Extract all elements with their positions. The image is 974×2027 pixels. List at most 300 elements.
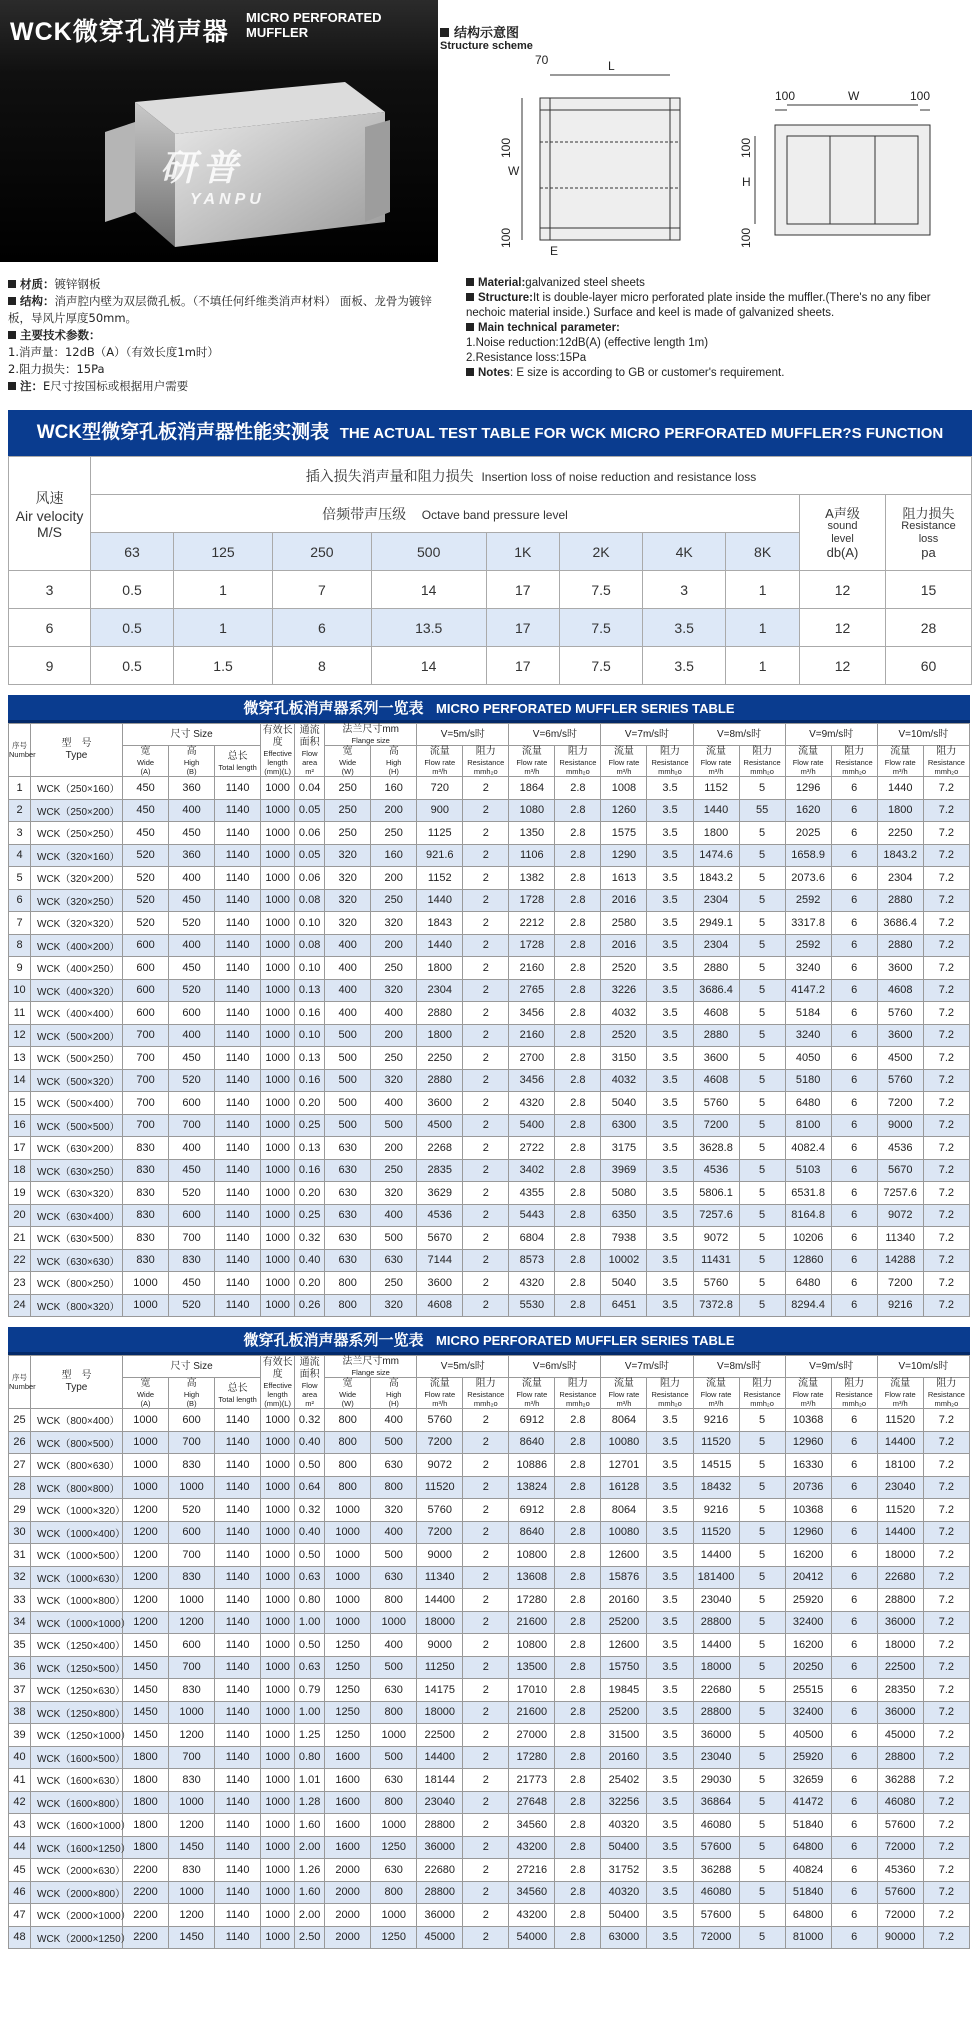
table-cell: 2 (463, 1182, 509, 1205)
table-cell: 5080 (601, 1182, 647, 1205)
table-cell: 1000 (261, 844, 295, 867)
table-cell: 630 (325, 1227, 371, 1250)
table-cell: 1658.9 (785, 844, 831, 867)
test-cell: 9 (9, 647, 91, 685)
table-cell: 320 (325, 867, 371, 890)
table-cell: 5 (739, 867, 785, 890)
table-cell: WCK（1250×1000） (31, 1724, 123, 1747)
table-cell: WCK（1600×1000） (31, 1814, 123, 1837)
table-cell: 5 (739, 1769, 785, 1792)
table-cell: WCK（500×320） (31, 1069, 123, 1092)
table-cell: 46080 (877, 1791, 923, 1814)
table-cell: 800 (371, 1881, 417, 1904)
table-cell: 0.04 (295, 777, 325, 800)
table-cell: 1000 (261, 1701, 295, 1724)
table-cell: 520 (123, 844, 169, 867)
table-cell: 7.2 (923, 1092, 969, 1115)
table-cell: 2 (463, 1926, 509, 1949)
table-cell: 2.8 (555, 1814, 601, 1837)
table-cell: 51840 (785, 1814, 831, 1837)
table-cell: 5 (739, 1294, 785, 1317)
test-cell: 1 (726, 609, 800, 647)
table-cell: 500 (371, 1227, 417, 1250)
table-cell: 3.5 (647, 1499, 693, 1522)
table-cell: 6 (831, 1521, 877, 1544)
table-cell: 2.8 (555, 1047, 601, 1070)
table-cell: 3.5 (647, 1024, 693, 1047)
table-cell: 7.2 (923, 1589, 969, 1612)
table-cell: 400 (371, 1634, 417, 1657)
table-cell: 1600 (325, 1769, 371, 1792)
table-cell: 2 (463, 1769, 509, 1792)
table-cell: WCK（1600×500） (31, 1746, 123, 1769)
table-cell: 24 (9, 1294, 31, 1317)
table-cell: WCK（630×500） (31, 1227, 123, 1250)
table-cell: 2.8 (555, 1204, 601, 1227)
table-cell: 1450 (123, 1724, 169, 1747)
table-cell: 7.2 (923, 822, 969, 845)
test-row (9, 647, 972, 685)
col-speed: V=5m/s时 (417, 1356, 509, 1378)
table-cell: 3.5 (647, 1859, 693, 1882)
table-cell: 18000 (877, 1634, 923, 1657)
table-cell: 520 (169, 1182, 215, 1205)
table-cell: 5 (739, 1002, 785, 1025)
table-cell: WCK（800×400） (31, 1409, 123, 1432)
col-speed: V=9m/s时 (785, 1356, 877, 1378)
table-cell: 2 (463, 1589, 509, 1612)
table-cell: 320 (371, 1182, 417, 1205)
air-velocity-header: 风速 Air velocity M/S (9, 457, 91, 571)
table-cell: WCK（630×320） (31, 1182, 123, 1205)
table-cell: 5 (739, 1047, 785, 1070)
table-cell: 250 (371, 1159, 417, 1182)
table-cell: 23040 (417, 1791, 463, 1814)
table-cell: 5 (739, 1656, 785, 1679)
table-cell: 830 (123, 1182, 169, 1205)
table-cell: 0.05 (295, 799, 325, 822)
table-cell: 0.40 (295, 1521, 325, 1544)
table-cell: 400 (169, 1024, 215, 1047)
table-cell: 2 (463, 1566, 509, 1589)
table-cell: 2016 (601, 889, 647, 912)
table-cell: WCK（500×200） (31, 1024, 123, 1047)
table-cell: 0.79 (295, 1679, 325, 1702)
table-cell: 2.8 (555, 1227, 601, 1250)
table-cell: 2.00 (295, 1836, 325, 1859)
band-5: 2K (560, 533, 643, 571)
table-cell: 700 (169, 1656, 215, 1679)
test-cell: 17 (486, 609, 560, 647)
table-cell: 630 (371, 1679, 417, 1702)
table-cell: 0.40 (295, 1249, 325, 1272)
table-cell: 1152 (417, 867, 463, 890)
table-cell: 1140 (215, 1249, 261, 1272)
table-cell: 7.2 (923, 1634, 969, 1657)
svg-text:70: 70 (535, 53, 549, 67)
table-cell: 1000 (261, 957, 295, 980)
table-cell: 5 (739, 1926, 785, 1949)
table-cell: 200 (371, 867, 417, 890)
table-cell: 1000 (325, 1589, 371, 1612)
table-cell: 18144 (417, 1769, 463, 1792)
table-cell: 15750 (601, 1656, 647, 1679)
table-cell: 6 (831, 1002, 877, 1025)
table-cell: 12860 (785, 1249, 831, 1272)
table-cell: 5806.1 (693, 1182, 739, 1205)
table-cell: WCK（500×500） (31, 1114, 123, 1137)
table-cell: 1140 (215, 1499, 261, 1522)
table-cell: 6 (831, 1069, 877, 1092)
table-cell: 21773 (509, 1769, 555, 1792)
table-cell: 830 (169, 1249, 215, 1272)
table-cell: 6 (831, 1814, 877, 1837)
table-cell: 700 (169, 1114, 215, 1137)
test-cell: 14 (371, 571, 486, 609)
table-cell: 2212 (509, 912, 555, 935)
table-cell: 14400 (693, 1634, 739, 1657)
table-cell: 0.32 (295, 1409, 325, 1432)
table-cell: 3.5 (647, 979, 693, 1002)
table-cell: 32256 (601, 1791, 647, 1814)
table-cell: 1200 (123, 1566, 169, 1589)
table-cell: 1800 (123, 1814, 169, 1837)
table-cell: 18000 (693, 1656, 739, 1679)
table-cell: 2592 (785, 889, 831, 912)
table-cell: 1000 (261, 1227, 295, 1250)
table-cell: 1250 (371, 1836, 417, 1859)
table-cell: 5 (739, 957, 785, 980)
table-cell: 8064 (601, 1409, 647, 1432)
table-cell: 3600 (417, 1272, 463, 1295)
table-cell: 800 (325, 1454, 371, 1477)
table-cell: 7.2 (923, 1611, 969, 1634)
table-cell: 900 (417, 799, 463, 822)
table-row (9, 1092, 970, 1115)
table-cell: 7.2 (923, 934, 969, 957)
table-cell: WCK（320×250） (31, 889, 123, 912)
table-cell: 5 (739, 1454, 785, 1477)
table-cell: 6 (831, 1859, 877, 1882)
table-cell: 2 (463, 1204, 509, 1227)
table-cell: 3.5 (647, 1836, 693, 1859)
table-cell: 1000 (261, 799, 295, 822)
table-cell: 1140 (215, 1204, 261, 1227)
table-cell: 7372.8 (693, 1294, 739, 1317)
table-cell: 830 (169, 1566, 215, 1589)
table-cell: 1000 (261, 1182, 295, 1205)
table-cell: 630 (371, 1769, 417, 1792)
table-cell: 1140 (215, 1521, 261, 1544)
table-cell: 1000 (261, 1114, 295, 1137)
table-cell: 5530 (509, 1294, 555, 1317)
table-cell: 2722 (509, 1137, 555, 1160)
table-cell: 2 (463, 1047, 509, 1070)
table-cell: 3.5 (647, 1476, 693, 1499)
table-row (9, 1679, 970, 1702)
table-cell: 32400 (785, 1701, 831, 1724)
table-cell: 57600 (693, 1904, 739, 1927)
table-cell: 5 (739, 934, 785, 957)
table-cell: 2 (9, 799, 31, 822)
table-cell: 20412 (785, 1566, 831, 1589)
col-speed: V=10m/s时 (877, 724, 969, 746)
table-cell: 7.2 (923, 1069, 969, 1092)
table-cell: 2592 (785, 934, 831, 957)
table-cell: 5 (739, 1679, 785, 1702)
test-cell: 1 (726, 571, 800, 609)
table-cell: 34560 (509, 1881, 555, 1904)
table-cell: 2 (463, 1814, 509, 1837)
table-cell: 14175 (417, 1679, 463, 1702)
table-cell: 20160 (601, 1589, 647, 1612)
table-cell: 2.8 (555, 1656, 601, 1679)
table-cell: 2520 (601, 957, 647, 980)
table-row (9, 1926, 970, 1949)
subcol: 高 High (B) (169, 1378, 215, 1409)
table-cell: 1140 (215, 1137, 261, 1160)
table-cell: 9000 (417, 1634, 463, 1657)
table-cell: 1.01 (295, 1769, 325, 1792)
table-cell: 400 (371, 1002, 417, 1025)
table-cell: 9072 (417, 1454, 463, 1477)
table-cell: 6451 (601, 1294, 647, 1317)
table-cell: 2.8 (555, 1859, 601, 1882)
table-cell: 830 (169, 1859, 215, 1882)
table-cell: 2 (463, 1024, 509, 1047)
table-cell: 630 (325, 1249, 371, 1272)
table-cell: 320 (325, 912, 371, 935)
table-cell: 1140 (215, 1679, 261, 1702)
test-cell: 17 (486, 647, 560, 685)
table-cell: 18000 (417, 1611, 463, 1634)
table-cell: 6 (831, 1114, 877, 1137)
table-cell: 3.5 (647, 1904, 693, 1927)
table-cell: 1.00 (295, 1611, 325, 1634)
table-cell: 700 (169, 1544, 215, 1567)
table-cell: 8 (9, 934, 31, 957)
table-cell: 2.8 (555, 1499, 601, 1522)
table-cell: 12960 (785, 1431, 831, 1454)
table-cell: 600 (169, 1092, 215, 1115)
table-cell: 1450 (169, 1836, 215, 1859)
table-cell: 5 (739, 1521, 785, 1544)
table-cell: 1200 (123, 1611, 169, 1634)
table-cell: 1140 (215, 1611, 261, 1634)
table-cell: 600 (123, 934, 169, 957)
bullet-icon (8, 331, 16, 339)
table-cell: WCK（250×200） (31, 799, 123, 822)
table-cell: 3.5 (647, 1159, 693, 1182)
table-cell: 0.08 (295, 889, 325, 912)
subcol: 阻力 Resistance mmh₂o (647, 746, 693, 777)
table-cell: 1140 (215, 1272, 261, 1295)
table-cell: 4050 (785, 1047, 831, 1070)
table-cell: 7.2 (923, 799, 969, 822)
table-cell: 7.2 (923, 1431, 969, 1454)
bullet-icon (8, 297, 16, 305)
table-cell: 5 (739, 1069, 785, 1092)
table-row (9, 1566, 970, 1589)
table-cell: 18000 (417, 1701, 463, 1724)
table-cell: 500 (325, 1047, 371, 1070)
table-cell: 2.8 (555, 867, 601, 890)
table-cell: 16330 (785, 1454, 831, 1477)
table-cell: 1000 (325, 1521, 371, 1544)
test-cell: 12 (800, 571, 886, 609)
table-cell: 7.2 (923, 1724, 969, 1747)
table-cell: 2000 (325, 1904, 371, 1927)
table-cell: 10800 (509, 1544, 555, 1567)
table-cell: 2.8 (555, 889, 601, 912)
table-cell: 2949.1 (693, 912, 739, 935)
table-cell: 40 (9, 1746, 31, 1769)
table-cell: 11520 (877, 1499, 923, 1522)
table-cell: 6 (831, 912, 877, 935)
table-cell: 54000 (509, 1926, 555, 1949)
table-cell: 2.8 (555, 1294, 601, 1317)
table-cell: 3686.4 (693, 979, 739, 1002)
table-cell: 4320 (509, 1092, 555, 1115)
col-effective: 有效长度 Effective length (mm)(L) (262, 1356, 293, 1408)
table-cell: 1000 (261, 1159, 295, 1182)
table-cell: 6350 (601, 1204, 647, 1227)
table-cell: 11250 (417, 1656, 463, 1679)
subcol: 阻力 Resistance mmh₂o (463, 746, 509, 777)
table-cell: 8294.4 (785, 1294, 831, 1317)
table-cell: 1000 (123, 1409, 169, 1432)
table-cell: 2 (463, 957, 509, 980)
table-cell: 12600 (601, 1634, 647, 1657)
table-cell: 800 (371, 1476, 417, 1499)
table-cell: 22680 (877, 1566, 923, 1589)
table-cell: 6480 (785, 1272, 831, 1295)
table-cell: 8100 (785, 1114, 831, 1137)
table-cell: 400 (169, 867, 215, 890)
table-cell: 32400 (785, 1611, 831, 1634)
subcol: 宽 Wide (W) (325, 746, 371, 777)
table-cell: 1000 (371, 1814, 417, 1837)
test-cell: 6 (9, 609, 91, 647)
table-cell: 2250 (877, 822, 923, 845)
test-cell: 3 (9, 571, 91, 609)
table-cell: 4032 (601, 1069, 647, 1092)
table-cell: 44 (9, 1836, 31, 1859)
table-cell: 2 (463, 1791, 509, 1814)
table-cell: 700 (123, 1069, 169, 1092)
table-cell: 21600 (509, 1611, 555, 1634)
table-cell: 2 (463, 1881, 509, 1904)
table-cell: 400 (325, 957, 371, 980)
table-cell: 5 (9, 867, 31, 890)
table-cell: 5 (739, 889, 785, 912)
table-cell: 1000 (261, 1137, 295, 1160)
table-cell: 1000 (169, 1589, 215, 1612)
table-cell: 6 (831, 844, 877, 867)
table-cell: 1140 (215, 1431, 261, 1454)
table-cell: 1140 (215, 1454, 261, 1477)
table-row (9, 1589, 970, 1612)
table-cell: 1000 (261, 822, 295, 845)
table-cell: 2.8 (555, 1249, 601, 1272)
table-cell: 2.8 (555, 799, 601, 822)
table-cell: 4082.4 (785, 1137, 831, 1160)
table-cell: 6 (831, 1047, 877, 1070)
table-cell: 1000 (261, 1881, 295, 1904)
table-cell: 1000 (261, 1092, 295, 1115)
table-cell: 7.2 (923, 1182, 969, 1205)
table-cell: 10080 (601, 1521, 647, 1544)
test-cell: 0.5 (91, 647, 174, 685)
table-cell: 630 (325, 1182, 371, 1205)
table-cell: 1140 (215, 799, 261, 822)
test-cell: 13.5 (371, 609, 486, 647)
table-cell: 1000 (261, 1294, 295, 1317)
table-cell: 16200 (785, 1544, 831, 1567)
col-effective: 有效长度 Effective length (mm)(L) (262, 724, 293, 776)
col-speed: V=7m/s时 (601, 1356, 693, 1378)
table-cell: 3150 (601, 1047, 647, 1070)
table-cell: 1260 (601, 799, 647, 822)
table-cell: 6 (831, 1137, 877, 1160)
product-panel (0, 0, 438, 262)
table-cell: 3.5 (647, 1454, 693, 1477)
table-cell: 57600 (877, 1881, 923, 1904)
table-cell: 28800 (877, 1589, 923, 1612)
table-cell: 1140 (215, 1159, 261, 1182)
table-cell: 1000 (261, 1904, 295, 1927)
table-cell: 7.2 (923, 1047, 969, 1070)
table-cell: 1140 (215, 1047, 261, 1070)
table-cell: 200 (371, 934, 417, 957)
table-cell: 5 (739, 1836, 785, 1859)
table-cell: 630 (325, 1137, 371, 1160)
table-cell: 34 (9, 1611, 31, 1634)
bullet-icon (466, 323, 474, 331)
table-cell: 830 (169, 1769, 215, 1792)
table-cell: 45000 (877, 1724, 923, 1747)
table-cell: 7.2 (923, 1114, 969, 1137)
table-cell: 1000 (261, 1249, 295, 1272)
table-row (9, 1294, 970, 1317)
table-cell: 10368 (785, 1499, 831, 1522)
test-cell: 0.5 (91, 571, 174, 609)
table-cell: 6 (831, 1024, 877, 1047)
table-cell: 1140 (215, 957, 261, 980)
svg-text:100: 100 (910, 89, 931, 103)
subcol: 流量 Flow rate m³/h (509, 1378, 555, 1409)
table-cell: 250 (371, 957, 417, 980)
table-cell: 1600 (325, 1836, 371, 1859)
table-cell: 16200 (785, 1634, 831, 1657)
table-cell: 57600 (693, 1836, 739, 1859)
table-cell: 1000 (261, 1476, 295, 1499)
table-cell: 2 (463, 1476, 509, 1499)
table-cell: WCK（400×320） (31, 979, 123, 1002)
table-cell: 800 (325, 1409, 371, 1432)
table-row (9, 1024, 970, 1047)
table-cell: 1000 (261, 1204, 295, 1227)
table-cell: 6 (831, 1634, 877, 1657)
table-cell: 1000 (261, 1069, 295, 1092)
table-cell: 1140 (215, 1814, 261, 1837)
table-cell: 27000 (509, 1724, 555, 1747)
table-cell: 7938 (601, 1227, 647, 1250)
table-cell: 25 (9, 1409, 31, 1432)
table-cell: 1000 (371, 1904, 417, 1927)
table-cell: 2160 (509, 957, 555, 980)
table-cell: 2000 (325, 1926, 371, 1949)
